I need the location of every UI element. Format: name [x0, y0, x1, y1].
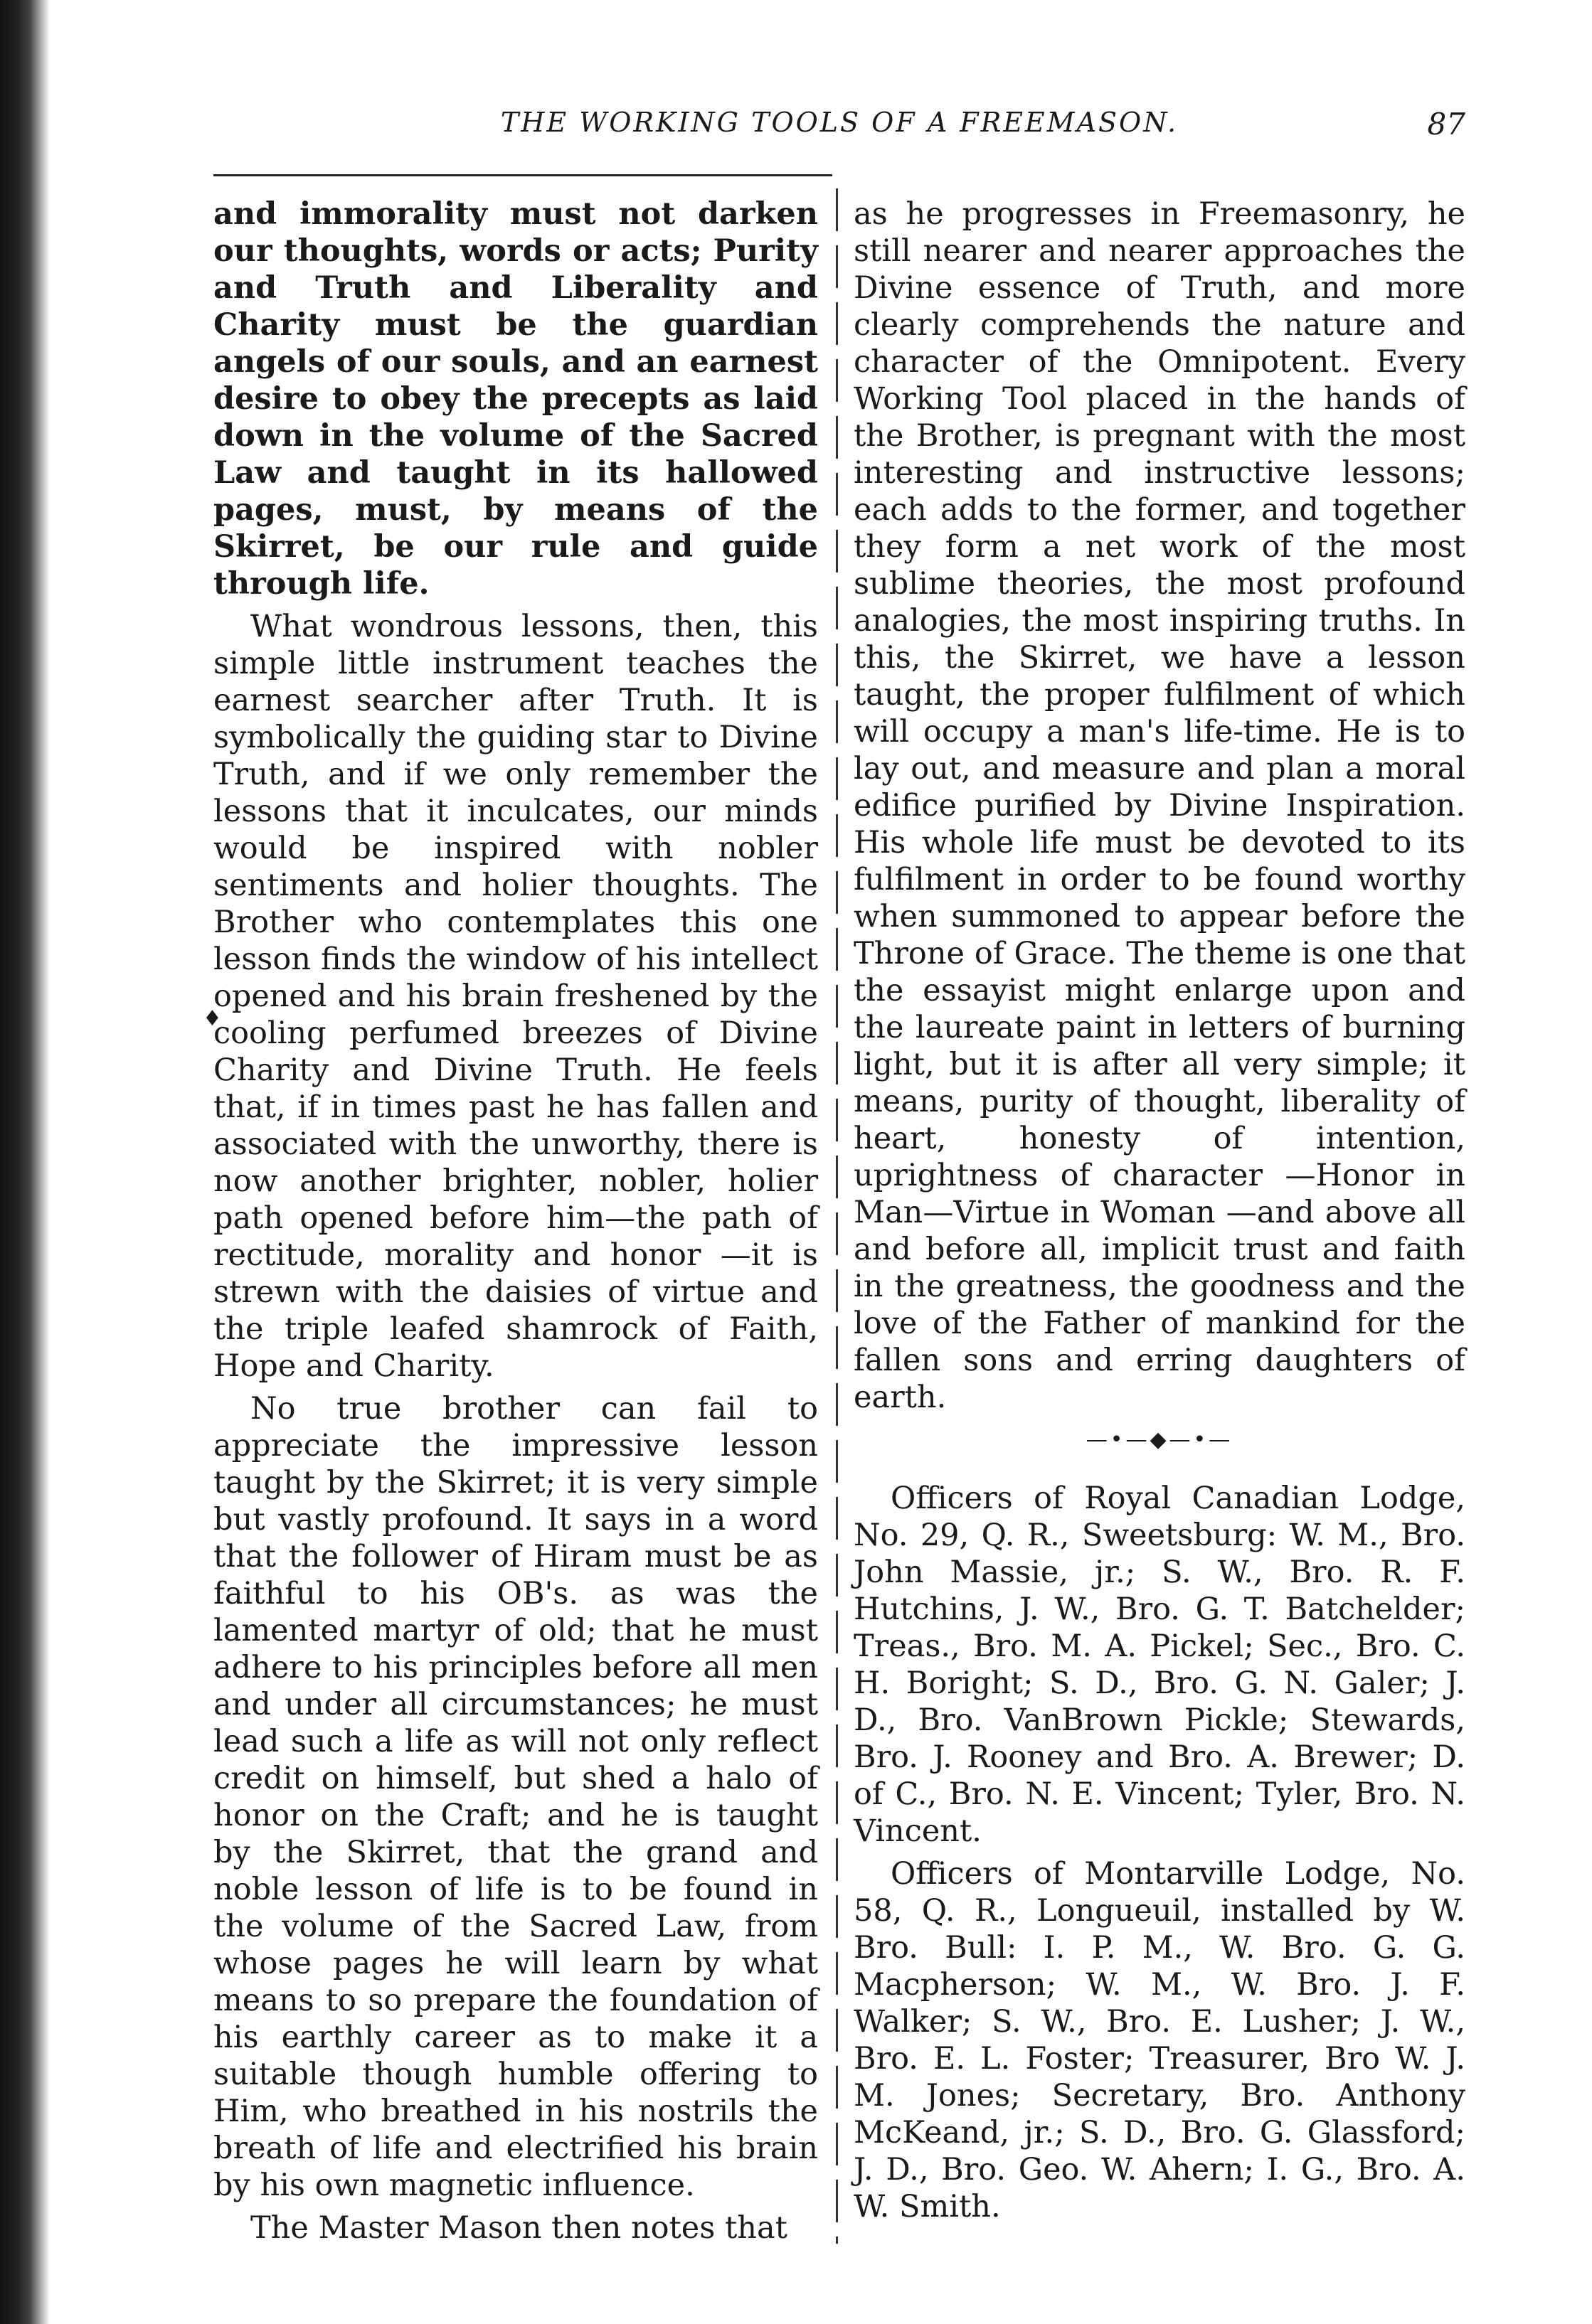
left-column: [213, 196, 818, 2252]
page-binding-edge: [0, 0, 50, 2324]
right-paragraph-3: Officers of Montarville Lodge, No. 58, Q. R., Longueuil, installed by W. Bro. Bull: I. P. M., W. Bro. G. G. Macpherson; W. M., W. Bro. J. F. Walker; S. W., Bro. E. Lusher; J. W., Bro. E. L. Foster; Treasurer, Bro W. J. M. Jones; Secretary, Bro. Anthony McKeand, jr.; S. D., Bro. G. Glassford; J. D., Bro. Geo. W. Ahern; I. G., Bro. A. W. Smith.: [854, 1856, 1465, 2224]
right-paragraph-2: Officers of Royal Canadian Lodge, No. 29, Q. R., Sweetsburg: W. M., Bro. John Massie, jr.; S. W., Bro. R. F. Hutchins, J. W., Bro. G. T. Batchelder; Treas., Bro. M. A. Pickel; Sec., Bro. C. H. Boright; S. D., Bro. G. N. Galer; J. D., Bro. VanBrown Pickle; Stewards, Bro. J. Rooney and Bro. A. Brewer; D. of C., Bro. N. E. Vincent; Tyler, Bro. N. Vincent.: [854, 1481, 1465, 1849]
section-ornament: —•—◆—•—: [1086, 1427, 1233, 1452]
left-paragraph-1: and immorality must not darken our thoughts, words or acts; Purity and Truth and Liberality and Charity must be the guardian angels of our souls, and an earnest desire to obey the precepts as laid down in the volume of the Sacred Law and taught in its hallowed pages, must, by means of the Skirret, be our rule and guide through life.: [213, 196, 818, 602]
column-divider: [836, 188, 838, 2244]
page-number: 87: [1427, 107, 1465, 142]
running-title: THE WORKING TOOLS OF A FREEMASON.: [500, 107, 1179, 138]
running-header: [213, 107, 1465, 149]
right-paragraph-1: as he progresses in Freemasonry, he still nearer and nearer approaches the Divine essence of Truth, and more clearly comprehends the nature and character of the Omnipotent. Every Working Tool placed in the hands of the Brother, is pregnant with the most interesting and instructive lessons; each adds to the former, and together they form a net work of the most sublime theories, the most profound analogies, the most inspiring truths. In this, the Skirret, we have a lesson taught, the proper fulfilment of which will occupy a man's life-time. He is to lay out, and measure and plan a moral edifice purified by Divine Inspiration. His whole life must be devoted to its fulfilment in order to be found worthy when summoned to appear before the Throne of Grace. The theme is one that the essayist might enlarge upon and the laureate paint in letters of burning light, but it is after all very simple; it means, purity of thought, liberality of heart, honesty of intention, uprightness of character —Honor in Man—Virtue in Woman —and above all and before all, implicit trust and faith in the greatness, the goodness and the love of the Father of mankind for the fallen sons and erring daughters of earth.: [854, 196, 1465, 1415]
left-paragraph-4: The Master Mason then notes that: [250, 2210, 787, 2246]
margin-bullet-mark: ♦: [203, 1006, 222, 1031]
right-column: [854, 196, 1465, 2231]
left-paragraph-3: No true brother can fail to appreciate the impressive lesson taught by the Skirret; it is very simple but vastly profound. It says in a word that the follower of Hiram must be as faithful to his OB's. as was the lamented martyr of old; that he must adhere to his principles before all men and under all circumstances; he must lead such a life as will not only reflect credit on himself, but shed a halo of honor on the Craft; and he is taught by the Skirret, that the grand and noble lesson of life is to be found in the volume of the Sacred Law, from whose pages he will learn by what means to so prepare the foundation of his earthly career as to make it a suitable though humble offering to Him, who breathed in his nostrils the breath of life and electrified his brain by his own magnetic influence.: [213, 1391, 818, 2203]
header-rule: [213, 174, 832, 176]
left-paragraph-2: What wondrous lessons, then, this simple little instrument teaches the earnest searcher after Truth. It is symbolically the guiding star to Divine Truth, and if we only remember the lessons that it inculcates, our minds would be inspired with nobler sentiments and holier thoughts. The Brother who contemplates this one lesson finds the window of his intellect opened and his brain freshened by the cooling perfumed breezes of Divine Charity and Divine Truth. He feels that, if in times past he has fallen and associated with the unworthy, there is now another brighter, nobler, holier path opened before him—the path of rectitude, morality and honor —it is strewn with the daisies of virtue and the triple leafed shamrock of Faith, Hope and Charity.: [213, 609, 818, 1384]
